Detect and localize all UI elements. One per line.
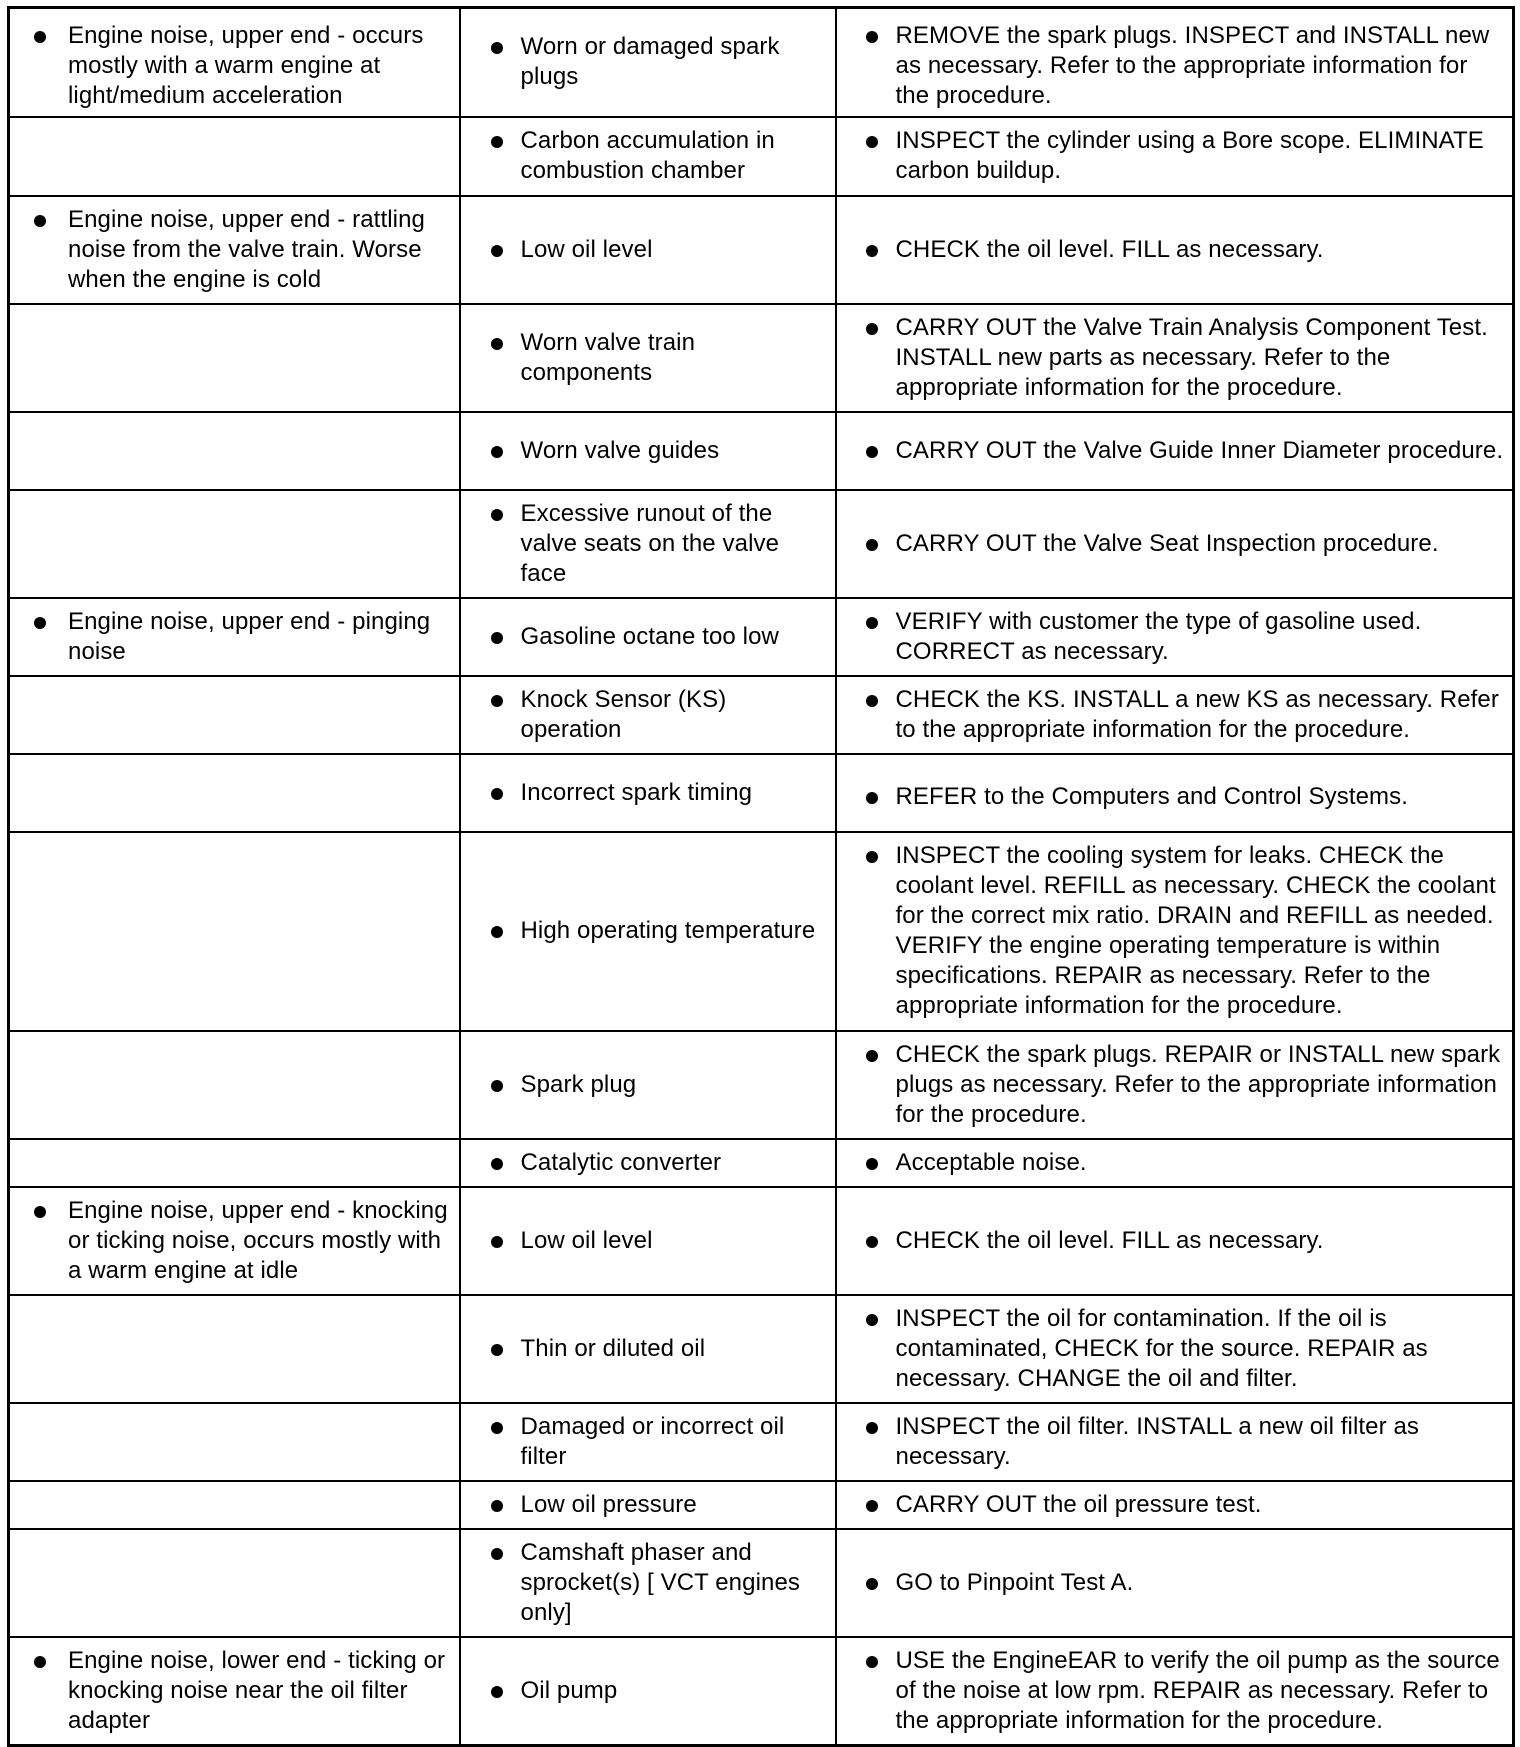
- action-cell: [836, 1295, 1514, 1403]
- action-cell: [836, 304, 1514, 412]
- cause-cell: [460, 490, 836, 598]
- cause-cell: [460, 1031, 836, 1139]
- cause-text: High operating temperature: [461, 916, 835, 946]
- symptom-text: Engine noise, lower end - ticking or knocking noise near the oil filter adapter: [10, 1646, 459, 1736]
- table-row: [9, 1187, 1514, 1295]
- symptom-cell: [9, 412, 460, 490]
- table-row: [9, 1295, 1514, 1403]
- action-text: CHECK the oil level. FILL as necessary.: [837, 235, 1513, 265]
- symptom-cell: [9, 1139, 460, 1187]
- action-text: GO to Pinpoint Test A.: [837, 1568, 1513, 1598]
- cause-cell: [460, 1403, 836, 1481]
- action-text: INSPECT the cooling system for leaks. CHECK the coolant level. REFILL as necessary. CHECK the coolant for the correct mix ratio. DRAIN and REFILL as needed. VERIFY the engine operating temperature is within specifications. REPAIR as necessary. Refer to the appropriate information for the procedure.: [837, 841, 1513, 1021]
- symptom-cell: [9, 1187, 460, 1295]
- action-text: CARRY OUT the Valve Train Analysis Component Test. INSTALL new parts as necessary. Refer to the appropriate information for the procedure.: [837, 313, 1513, 403]
- symptom-cell: [9, 1529, 460, 1637]
- cause-text: Knock Sensor (KS) operation: [461, 685, 835, 745]
- action-text: Acceptable noise.: [837, 1148, 1513, 1178]
- cause-text: Damaged or incorrect oil filter: [461, 1412, 835, 1472]
- action-text: REFER to the Computers and Control Systems.: [837, 782, 1513, 812]
- cause-cell: [460, 412, 836, 490]
- action-text: CHECK the spark plugs. REPAIR or INSTALL new spark plugs as necessary. Refer to the appropriate information for the procedure.: [837, 1040, 1513, 1130]
- table-row: [9, 1481, 1514, 1529]
- action-cell: [836, 1139, 1514, 1187]
- table-row: [9, 676, 1514, 754]
- action-cell: [836, 1481, 1514, 1529]
- action-cell: [836, 1403, 1514, 1481]
- action-cell: [836, 117, 1514, 196]
- action-cell: [836, 196, 1514, 304]
- table-row: [9, 8, 1514, 117]
- action-cell: [836, 598, 1514, 676]
- table-row: [9, 1529, 1514, 1637]
- cause-cell: [460, 598, 836, 676]
- action-text: INSPECT the oil for contamination. If the oil is contaminated, CHECK for the source. REPAIR as necessary. CHANGE the oil and filter.: [837, 1304, 1513, 1394]
- table-row: [9, 754, 1514, 832]
- cause-text: Excessive runout of the valve seats on the valve face: [461, 499, 835, 589]
- cause-cell: [460, 1637, 836, 1746]
- symptom-cell: [9, 832, 460, 1031]
- symptom-cell: [9, 1403, 460, 1481]
- symptom-cell: [9, 1481, 460, 1529]
- table-row: [9, 1637, 1514, 1746]
- action-text: CHECK the KS. INSTALL a new KS as necessary. Refer to the appropriate information for the procedure.: [837, 685, 1513, 745]
- cause-text: Worn or damaged spark plugs: [461, 32, 835, 92]
- table-row: [9, 117, 1514, 196]
- symptom-cell: [9, 1637, 460, 1746]
- cause-cell: [460, 1139, 836, 1187]
- cause-text: Catalytic converter: [461, 1148, 835, 1178]
- symptom-cell: [9, 1295, 460, 1403]
- action-cell: [836, 1637, 1514, 1746]
- table-row: [9, 412, 1514, 490]
- table-row: [9, 1403, 1514, 1481]
- cause-cell: [460, 832, 836, 1031]
- action-text: CARRY OUT the Valve Guide Inner Diameter procedure.: [837, 436, 1513, 466]
- cause-cell: [460, 196, 836, 304]
- action-text: VERIFY with customer the type of gasoline used. CORRECT as necessary.: [837, 607, 1513, 667]
- table-row: [9, 490, 1514, 598]
- action-cell: [836, 676, 1514, 754]
- action-cell: [836, 490, 1514, 598]
- cause-cell: [460, 8, 836, 117]
- cause-text: Gasoline octane too low: [461, 622, 835, 652]
- table-row: [9, 1031, 1514, 1139]
- symptom-text: Engine noise, upper end - rattling noise from the valve train. Worse when the engine is cold: [10, 205, 459, 295]
- symptom-cell: [9, 8, 460, 117]
- cause-text: Spark plug: [461, 1070, 835, 1100]
- cause-text: Worn valve guides: [461, 436, 835, 466]
- cause-text: Oil pump: [461, 1676, 835, 1706]
- cause-text: Worn valve train components: [461, 328, 835, 388]
- action-cell: [836, 754, 1514, 832]
- symptom-text: Engine noise, upper end - pinging noise: [10, 607, 459, 667]
- action-text: INSPECT the oil filter. INSTALL a new oil filter as necessary.: [837, 1412, 1513, 1472]
- cause-text: Carbon accumulation in combustion chamber: [461, 126, 835, 186]
- action-text: REMOVE the spark plugs. INSPECT and INSTALL new as necessary. Refer to the appropriate information for the procedure.: [837, 21, 1513, 111]
- cause-text: Low oil level: [461, 1226, 835, 1256]
- symptom-cell: [9, 304, 460, 412]
- symptom-cell: [9, 490, 460, 598]
- action-text: CARRY OUT the Valve Seat Inspection procedure.: [837, 529, 1513, 559]
- cause-cell: [460, 304, 836, 412]
- cause-cell: [460, 1187, 836, 1295]
- table-row: [9, 196, 1514, 304]
- symptom-text: Engine noise, upper end - occurs mostly with a warm engine at light/medium acceleration: [10, 21, 459, 111]
- cause-cell: [460, 1481, 836, 1529]
- cause-text: Low oil pressure: [461, 1490, 835, 1520]
- action-cell: [836, 412, 1514, 490]
- action-text: CARRY OUT the oil pressure test.: [837, 1490, 1513, 1520]
- action-text: USE the EngineEAR to verify the oil pump as the source of the noise at low rpm. REPAIR as necessary. Refer to the appropriate information for the procedure.: [837, 1646, 1513, 1736]
- table-row: [9, 1139, 1514, 1187]
- table-row: [9, 304, 1514, 412]
- cause-cell: [460, 1529, 836, 1637]
- symptom-cell: [9, 754, 460, 832]
- cause-text: Camshaft phaser and sprocket(s) [ VCT engines only]: [461, 1538, 835, 1628]
- action-cell: [836, 832, 1514, 1031]
- symptom-cell: [9, 1031, 460, 1139]
- table-row: [9, 832, 1514, 1031]
- diagnosis-table: [7, 6, 1515, 1747]
- action-cell: [836, 1187, 1514, 1295]
- cause-text: Incorrect spark timing: [461, 778, 835, 808]
- cause-cell: [460, 676, 836, 754]
- cause-text: Low oil level: [461, 235, 835, 265]
- table-row: [9, 598, 1514, 676]
- symptom-cell: [9, 676, 460, 754]
- action-text: CHECK the oil level. FILL as necessary.: [837, 1226, 1513, 1256]
- action-cell: [836, 1031, 1514, 1139]
- symptom-text: Engine noise, upper end - knocking or ticking noise, occurs mostly with a warm engine at idle: [10, 1196, 459, 1286]
- cause-cell: [460, 754, 836, 832]
- cause-text: Thin or diluted oil: [461, 1334, 835, 1364]
- symptom-cell: [9, 598, 460, 676]
- symptom-cell: [9, 196, 460, 304]
- cause-cell: [460, 117, 836, 196]
- cause-cell: [460, 1295, 836, 1403]
- action-text: INSPECT the cylinder using a Bore scope. ELIMINATE carbon buildup.: [837, 126, 1513, 186]
- action-cell: [836, 1529, 1514, 1637]
- action-cell: [836, 8, 1514, 117]
- symptom-cell: [9, 117, 460, 196]
